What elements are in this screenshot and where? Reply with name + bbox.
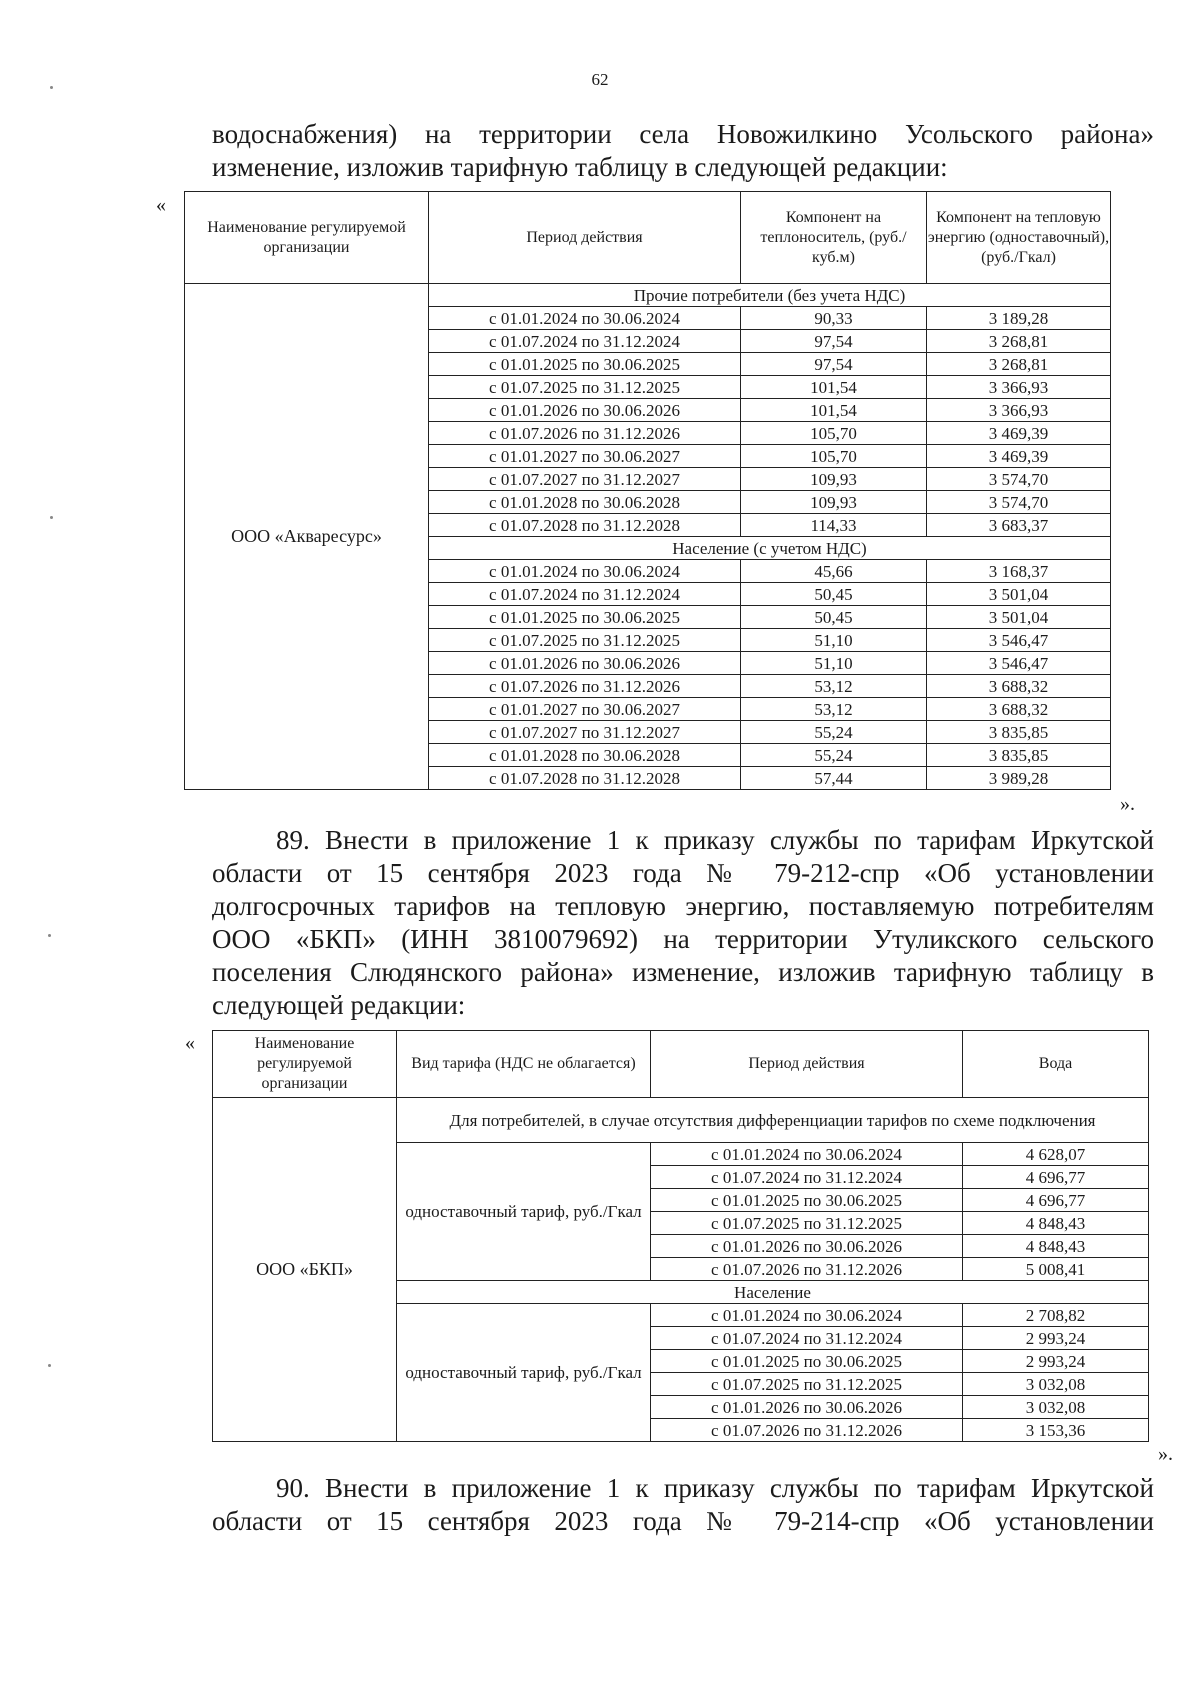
header-cell: Компонент на тепловую энергию (одноставочный), (руб./Гкал) [927, 192, 1111, 284]
energy-value-cell: 3 168,37 [927, 560, 1111, 583]
header-cell: Вид тарифа (НДС не облагается) [397, 1031, 651, 1098]
energy-value-cell: 3 574,70 [927, 491, 1111, 514]
page-number: 62 [591, 70, 609, 89]
coolant-value-cell: 97,54 [741, 330, 927, 353]
water-value-cell: 4 628,07 [963, 1143, 1149, 1166]
energy-value-cell: 3 189,28 [927, 307, 1111, 330]
period-cell: с 01.07.2026 по 31.12.2026 [429, 422, 741, 445]
water-value-cell: 5 008,41 [963, 1258, 1149, 1281]
water-value-cell: 2 993,24 [963, 1350, 1149, 1373]
table-header-row [213, 1031, 1149, 1098]
tariff-table-2 [212, 1030, 1149, 1442]
period-cell: с 01.01.2025 по 30.06.2025 [429, 353, 741, 376]
energy-value-cell: 3 469,39 [927, 445, 1111, 468]
period-cell: с 01.07.2024 по 31.12.2024 [429, 583, 741, 606]
scan-speck [50, 516, 53, 519]
energy-value-cell: 3 501,04 [927, 583, 1111, 606]
period-cell: с 01.07.2027 по 31.12.2027 [429, 721, 741, 744]
paragraph-90 [212, 1472, 1154, 1538]
energy-value-cell: 3 366,93 [927, 399, 1111, 422]
intro-line: водоснабжения) на территории села Новожилкино Усольского района» [212, 119, 1154, 149]
period-cell: с 01.07.2024 по 31.12.2024 [651, 1327, 963, 1350]
para-line: области от 15 сентября 2023 года № 79-212-спр «Об установлении [212, 858, 1154, 888]
period-cell: с 01.07.2028 по 31.12.2028 [429, 767, 741, 790]
coolant-value-cell: 50,45 [741, 583, 927, 606]
coolant-value-cell: 90,33 [741, 307, 927, 330]
scan-speck [48, 1364, 51, 1367]
coolant-value-cell: 57,44 [741, 767, 927, 790]
coolant-value-cell: 105,70 [741, 422, 927, 445]
intro-line: изменение, изложив тарифную таблицу в следующей редакции: [212, 152, 948, 182]
period-cell: с 01.01.2025 по 30.06.2025 [651, 1189, 963, 1212]
period-cell: с 01.01.2026 по 30.06.2026 [651, 1396, 963, 1419]
period-cell: с 01.01.2026 по 30.06.2026 [651, 1235, 963, 1258]
water-value-cell: 4 848,43 [963, 1212, 1149, 1235]
tariff-type-cell: одноставочный тариф, руб./Гкал [397, 1143, 651, 1281]
energy-value-cell: 3 546,47 [927, 652, 1111, 675]
period-cell: с 01.07.2027 по 31.12.2027 [429, 468, 741, 491]
coolant-value-cell: 101,54 [741, 376, 927, 399]
period-cell: с 01.01.2024 по 30.06.2024 [429, 560, 741, 583]
coolant-value-cell: 114,33 [741, 514, 927, 537]
header-cell: Период действия [429, 192, 741, 284]
para-line: следующей редакции: [212, 990, 466, 1020]
period-cell: с 01.07.2025 по 31.12.2025 [651, 1373, 963, 1396]
energy-value-cell: 3 268,81 [927, 353, 1111, 376]
energy-value-cell: 3 268,81 [927, 330, 1111, 353]
water-value-cell: 4 696,77 [963, 1189, 1149, 1212]
org-name-cell: ООО «БКП» [213, 1098, 397, 1442]
coolant-value-cell: 45,66 [741, 560, 927, 583]
period-cell: с 01.01.2026 по 30.06.2026 [429, 652, 741, 675]
header-cell: Период действия [651, 1031, 963, 1098]
water-value-cell: 4 696,77 [963, 1166, 1149, 1189]
energy-value-cell: 3 574,70 [927, 468, 1111, 491]
header-cell: Компонент на теплоноситель, (руб./куб.м) [741, 192, 927, 284]
water-value-cell: 3 032,08 [963, 1396, 1149, 1419]
group-title-cell: Население [397, 1281, 1149, 1304]
period-cell: с 01.07.2025 по 31.12.2025 [651, 1212, 963, 1235]
energy-value-cell: 3 469,39 [927, 422, 1111, 445]
period-cell: с 01.07.2024 по 31.12.2024 [429, 330, 741, 353]
period-cell: с 01.01.2028 по 30.06.2028 [429, 744, 741, 767]
period-cell: с 01.07.2025 по 31.12.2025 [429, 629, 741, 652]
period-cell: с 01.01.2028 по 30.06.2028 [429, 491, 741, 514]
header-cell: Вода [963, 1031, 1149, 1098]
energy-value-cell: 3 501,04 [927, 606, 1111, 629]
period-cell: с 01.01.2024 по 30.06.2024 [429, 307, 741, 330]
para-line: 90. Внести в приложение 1 к приказу службы по тарифам Иркутской [276, 1473, 1154, 1503]
energy-value-cell: 3 835,85 [927, 744, 1111, 767]
water-value-cell: 2 708,82 [963, 1304, 1149, 1327]
para-line: поселения Слюдянского района» изменение, изложив тарифную таблицу в [212, 957, 1154, 987]
scan-speck [48, 934, 51, 937]
coolant-value-cell: 109,93 [741, 468, 927, 491]
close-quote-2: ». [1158, 1443, 1173, 1465]
coolant-value-cell: 109,93 [741, 491, 927, 514]
water-value-cell: 3 032,08 [963, 1373, 1149, 1396]
period-cell: с 01.01.2027 по 30.06.2027 [429, 698, 741, 721]
period-cell: с 01.01.2025 по 30.06.2025 [429, 606, 741, 629]
coolant-value-cell: 51,10 [741, 652, 927, 675]
coolant-value-cell: 51,10 [741, 629, 927, 652]
header-cell: Наименование регулируемой организации [213, 1031, 397, 1098]
energy-value-cell: 3 989,28 [927, 767, 1111, 790]
coolant-value-cell: 105,70 [741, 445, 927, 468]
scan-speck [50, 86, 53, 89]
paragraph-89 [212, 824, 1154, 1022]
group-title-cell: Прочие потребители (без учета НДС) [429, 284, 1111, 307]
para-line: 89. Внести в приложение 1 к приказу службы по тарифам Иркутской [276, 825, 1154, 855]
period-cell: с 01.01.2024 по 30.06.2024 [651, 1304, 963, 1327]
group-title-cell: Для потребителей, в случае отсутствия дифференциации тарифов по схеме подключения [397, 1098, 1149, 1143]
period-cell: с 01.01.2024 по 30.06.2024 [651, 1143, 963, 1166]
period-cell: с 01.01.2027 по 30.06.2027 [429, 445, 741, 468]
para-line: ООО «БКП» (ИНН 3810079692) на территории Утуликского сельского [212, 924, 1154, 954]
coolant-value-cell: 53,12 [741, 698, 927, 721]
energy-value-cell: 3 683,37 [927, 514, 1111, 537]
energy-value-cell: 3 835,85 [927, 721, 1111, 744]
group-title-row [213, 1098, 1149, 1143]
coolant-value-cell: 55,24 [741, 721, 927, 744]
energy-value-cell: 3 688,32 [927, 698, 1111, 721]
water-value-cell: 2 993,24 [963, 1327, 1149, 1350]
water-value-cell: 4 848,43 [963, 1235, 1149, 1258]
coolant-value-cell: 97,54 [741, 353, 927, 376]
energy-value-cell: 3 546,47 [927, 629, 1111, 652]
coolant-value-cell: 55,24 [741, 744, 927, 767]
period-cell: с 01.07.2026 по 31.12.2026 [429, 675, 741, 698]
energy-value-cell: 3 366,93 [927, 376, 1111, 399]
org-name-cell: ООО «Акваресурс» [185, 284, 429, 790]
group-title-row [185, 284, 1111, 307]
period-cell: с 01.07.2028 по 31.12.2028 [429, 514, 741, 537]
intro-paragraph [212, 118, 1154, 184]
para-line: долгосрочных тарифов на тепловую энергию, поставляемую потребителям [212, 891, 1154, 921]
period-cell: с 01.01.2026 по 30.06.2026 [429, 399, 741, 422]
period-cell: с 01.07.2024 по 31.12.2024 [651, 1166, 963, 1189]
close-quote: ». [1120, 793, 1135, 815]
period-cell: с 01.07.2026 по 31.12.2026 [651, 1419, 963, 1442]
para-line: области от 15 сентября 2023 года № 79-214-спр «Об установлении [212, 1506, 1154, 1536]
tariff-type-cell: одноставочный тариф, руб./Гкал [397, 1304, 651, 1442]
water-value-cell: 3 153,36 [963, 1419, 1149, 1442]
open-quote-2: « [185, 1032, 195, 1054]
header-cell: Наименование регулируемой организации [185, 192, 429, 284]
period-cell: с 01.01.2025 по 30.06.2025 [651, 1350, 963, 1373]
energy-value-cell: 3 688,32 [927, 675, 1111, 698]
coolant-value-cell: 50,45 [741, 606, 927, 629]
tariff-table-1 [184, 191, 1111, 790]
open-quote: « [156, 194, 166, 216]
period-cell: с 01.07.2026 по 31.12.2026 [651, 1258, 963, 1281]
coolant-value-cell: 101,54 [741, 399, 927, 422]
group-title-cell: Население (с учетом НДС) [429, 537, 1111, 560]
coolant-value-cell: 53,12 [741, 675, 927, 698]
table-header-row [185, 192, 1111, 284]
period-cell: с 01.07.2025 по 31.12.2025 [429, 376, 741, 399]
